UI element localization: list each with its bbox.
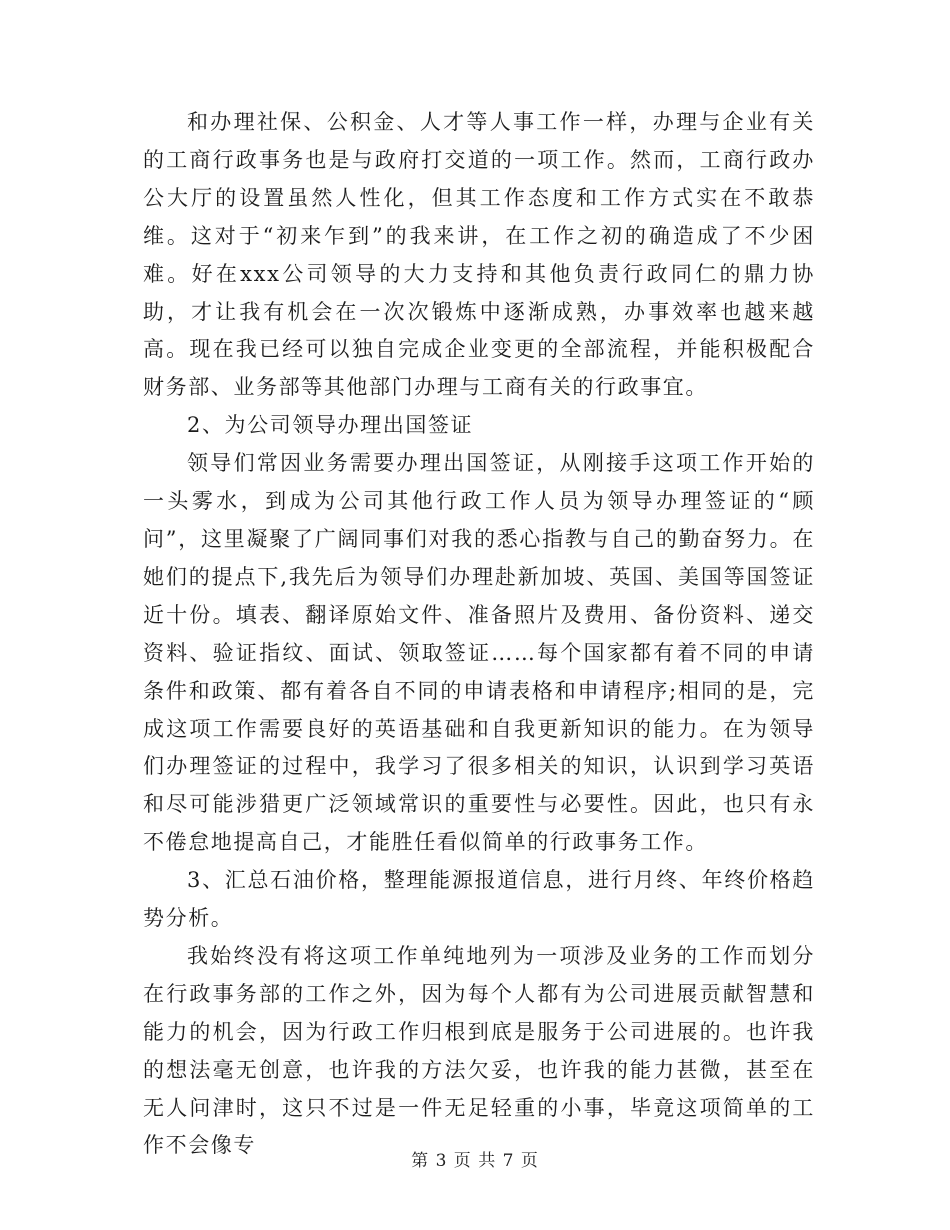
page-number-footer: 第 3 页 共 7 页 (411, 1151, 539, 1171)
section-heading-oil-price: 3、汇总石油价格，整理能源报道信息，进行月终、年终价格趋势分析。 (143, 868, 815, 931)
paragraph-oil-price: 我始终没有将这项工作单纯地列为一项涉及业务的工作而划分在行政事务部的工作之外，因为每个人都有为公司进展贡献智慧和能力的机会，因为行政工作归根到底是服务于公司进展的。也许我的想法毫无创意，也许我的方法欠妥，也许我的能力甚微，甚至在无人问津时，这只不过是一件无足轻重的小事，毕竟这项简单的工作不会像专 (143, 943, 815, 1158)
paragraph-visa: 领导们常因业务需要办理出国签证，从刚接手这项工作开始的一头雾水，到成为公司其他行政工作人员为领导办理签证的“顾问”，这里凝聚了广阔同事们对我的悉心指教与自己的勤奋努力。在她们的提点下,我先后为领导们办理赴新加坡、英国、美国等国签证近十份。填表、翻译原始文件、准备照片及费用、备份资料、递交资料、验证指纹、面试、领取签证……每个国家都有着不同的申请条件和政策、都有着各自不同的申请表格和申请程序;相同的是，完成这项工作需要良好的英语基础和自我更新知识的能力。在为领导们办理签证的过程中，我学习了很多相关的知识，认识到学习英语和尽可能涉猎更广泛领域常识的重要性与必要性。因此，也只有永不倦怠地提高自己，才能胜任看似简单的行政事务工作。 (143, 451, 815, 855)
paragraph-business-affairs: 和办理社保、公积金、人才等人事工作一样，办理与企业有关的工商行政事务也是与政府打交道的一项工作。然而，工商行政办公大厅的设置虽然人性化，但其工作态度和工作方式实在不敢恭维。这对于“初来乍到”的我来讲，在工作之初的确造成了不少困难。好在xxx公司领导的大力支持和其他负责行政同仁的鼎力协助，才让我有机会在一次次锻炼中逐渐成熟，办事效率也越来越高。现在我已经可以独自完成企业变更的全部流程，并能积极配合财务部、业务部等其他部门办理与工商有关的行政事宜。 (143, 110, 815, 400)
section-heading-visa: 2、为公司领导办理出国签证 (187, 413, 474, 438)
document-body (143, 104, 815, 1165)
